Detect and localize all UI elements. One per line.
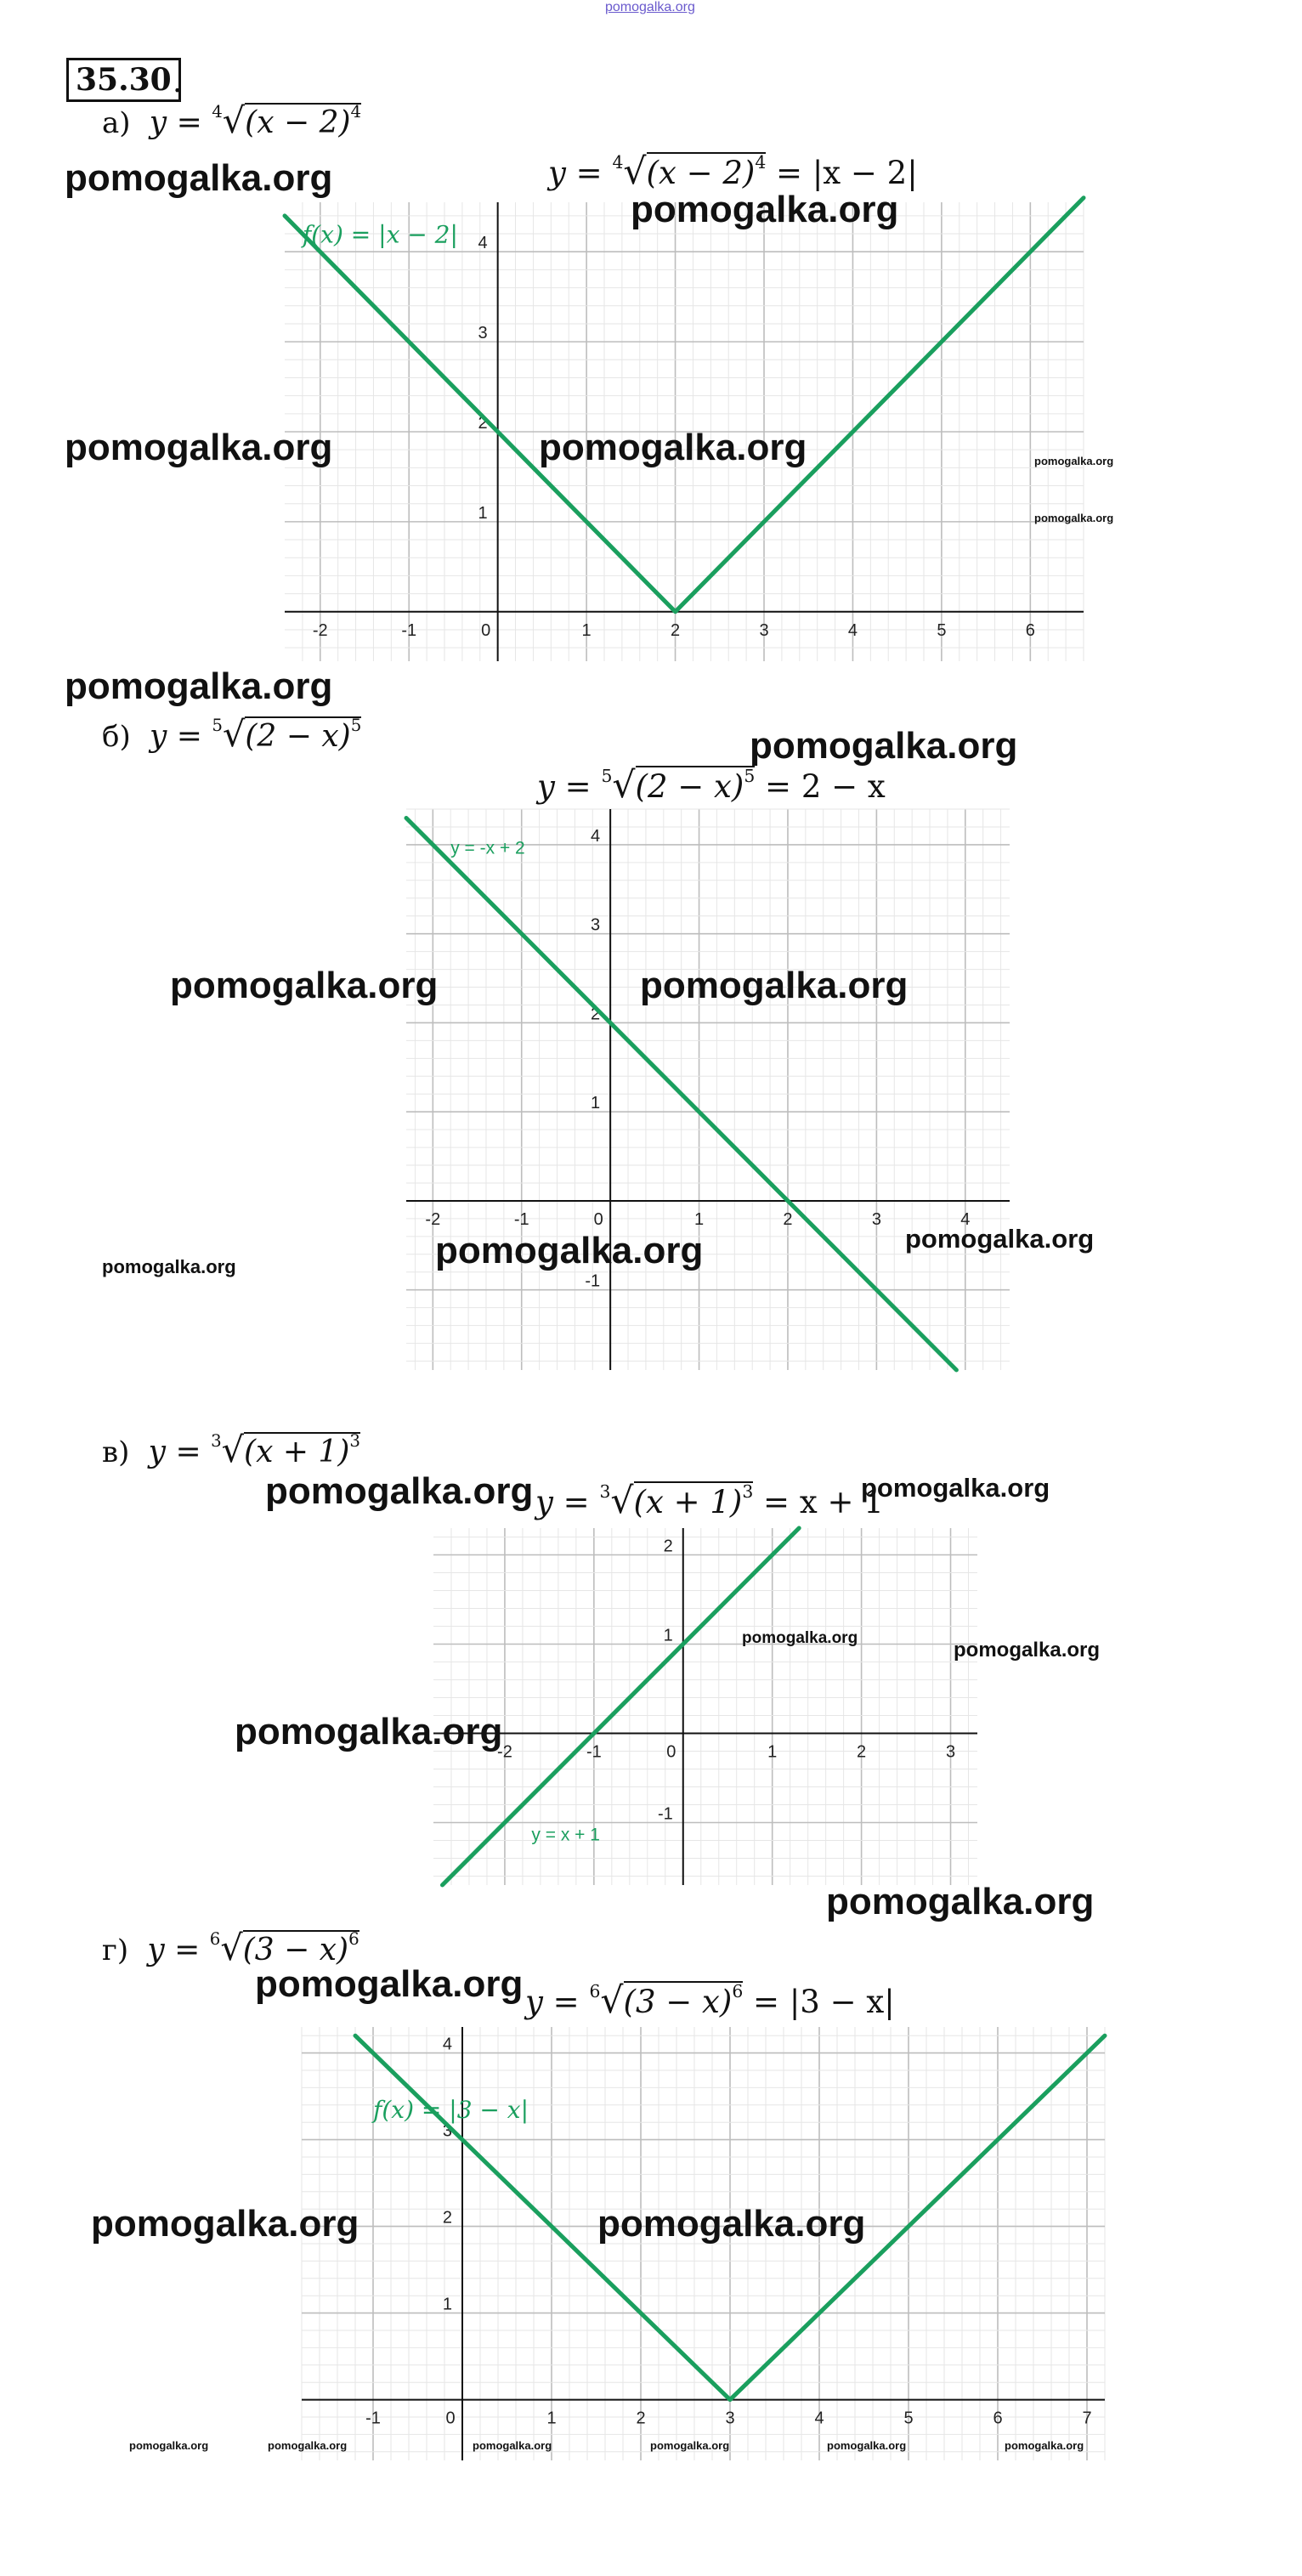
watermark: pomogalka.org [1005,2439,1084,2452]
part-a-simplified-equation: $y = ^4√(x - 2)^4 = |x - 2|$ [548,151,918,193]
watermark: pomogalka.org [827,2439,907,2452]
part-b-sub-power: 5 [744,765,756,786]
part-d-sub-expr: (3 − x) [623,1984,733,2020]
series-legend: y = x + 1 [531,1825,600,1845]
x-tick-label: 1 [546,2409,557,2428]
watermark: pomogalka.org [435,1230,704,1271]
site-header-link[interactable]: pomogalka.org [605,0,695,14]
part-d-sub-root-index: 6 [589,1980,601,2001]
chart-b [406,809,1010,1370]
part-a-sub-power: 4 [755,151,767,173]
y-tick-label: 1 [663,1626,673,1645]
part-d-root-index: 6 [209,1929,221,1950]
y-tick-label: -1 [657,1804,673,1824]
x-tick-label: 0 [481,620,491,640]
watermark: pomogalka.org [473,2439,552,2452]
part-b-sub-result: 2 − x [801,768,886,805]
part-b-heading [102,714,361,755]
part-d-expr: (3 − x) [242,1933,349,1967]
watermark: pomogalka.org [265,1470,534,1512]
part-c-label: в) [102,1435,130,1469]
x-tick-label: 4 [847,620,858,640]
part-a-equation: $y = ^4√(x - 2)^4$ [139,100,362,141]
watermark: pomogalka.org [268,2439,348,2452]
series-legend: y = -x + 2 [450,838,525,858]
x-tick-label: -2 [497,1742,512,1762]
part-a-root-index: 4 [212,102,223,122]
x-tick-label: 2 [636,2409,646,2428]
watermark: pomogalka.org [1034,455,1114,467]
x-tick-label: 2 [857,1742,867,1762]
part-d-equation: $y = ^6√(3 - x)^6$ [137,1928,359,1968]
watermark: pomogalka.org [65,157,333,199]
x-tick-label: 6 [993,2409,1003,2428]
part-a-expr: (x − 2) [245,105,351,140]
part-b-equation: $y = ^5√(2 - x)^5$ [139,714,362,755]
x-tick-label: 1 [767,1742,778,1762]
y-tick-label: 1 [442,2295,452,2314]
x-tick-label: 3 [871,1209,881,1229]
watermark: pomogalka.org [954,1639,1101,1662]
watermark: pomogalka.org [91,2203,359,2245]
y-tick-label: 3 [442,2121,452,2141]
watermark: pomogalka.org [65,665,333,707]
x-tick-label: 0 [445,2409,456,2428]
x-tick-label: 2 [783,1209,793,1229]
x-tick-label: 4 [814,2409,824,2428]
x-tick-label: 0 [593,1209,603,1229]
x-tick-label: 6 [1025,620,1035,640]
chart-c [433,1528,977,1885]
part-c-power: 3 [349,1431,360,1452]
x-tick-label: 0 [666,1742,676,1762]
y-tick-label: 4 [478,234,488,253]
watermark: pomogalka.org [65,427,333,468]
y-tick-label: 3 [478,324,488,343]
series-line [285,198,1084,612]
part-b-sub-expr: (2 − x) [635,768,744,805]
watermark: pomogalka.org [235,1711,503,1752]
problem-number-dot: . [173,65,183,99]
watermark: pomogalka.org [129,2439,209,2452]
watermark: pomogalka.org [170,965,439,1006]
x-tick-label: -1 [365,2409,381,2428]
part-a-sub-result: |x − 2| [812,155,918,191]
x-tick-label: 1 [581,620,592,640]
part-b-root-index: 5 [212,716,223,736]
problem-number: 35.30 [66,58,181,102]
series-legend: f(x) = |3 − x| [373,2096,529,2125]
watermark: pomogalka.org [826,1881,1095,1922]
y-tick-label: -1 [585,1271,601,1291]
part-d-sub-power: 6 [732,1980,744,2001]
x-tick-label: 7 [1082,2409,1092,2428]
part-a-sub-expr: (x − 2) [646,155,756,191]
part-c-heading [102,1430,360,1470]
watermark: pomogalka.org [631,189,899,230]
part-a-power: 4 [350,102,362,122]
watermark: pomogalka.org [861,1473,1050,1503]
part-b-power: 5 [350,716,362,736]
part-c-simplified-equation: $y = ^3√(x + 1)^3 = x + 1$ [535,1480,884,1522]
part-c-sub-root-index: 3 [599,1480,611,1502]
watermark: pomogalka.org [750,725,1018,767]
part-d-simplified-equation: $y = ^6√(3 - x)^6 = |3 - x|$ [525,1980,895,2022]
part-c-sub-result: x + 1 [799,1484,884,1520]
part-b-sub-root-index: 5 [601,765,613,786]
watermark: pomogalka.org [742,1629,858,1647]
x-tick-label: 3 [945,1742,956,1762]
part-a-label: а) [102,106,131,140]
part-a-sub-root-index: 4 [612,151,624,173]
x-tick-label: 3 [725,2409,735,2428]
watermark: pomogalka.org [650,2439,730,2452]
part-b-expr: (2 − x) [245,719,351,754]
part-a-heading [102,100,361,141]
watermark: pomogalka.org [1034,512,1114,524]
x-tick-label: -1 [586,1742,602,1762]
y-tick-label: 4 [591,826,601,846]
part-b-simplified-equation: $y = ^5√(2 - x)^5 = 2 - x$ [537,765,886,807]
part-d-heading [102,1928,359,1968]
watermark: pomogalka.org [597,2203,866,2245]
x-tick-label: 4 [960,1209,971,1229]
x-tick-label: 2 [670,620,681,640]
x-tick-label: 3 [759,620,769,640]
y-tick-label: 3 [591,915,601,935]
x-tick-label: -2 [425,1209,441,1229]
x-tick-label: 5 [903,2409,914,2428]
x-tick-label: -1 [401,620,417,640]
y-tick-label: 2 [663,1537,673,1556]
watermark: pomogalka.org [539,427,807,468]
series-line [443,1528,800,1885]
y-tick-label: 2 [442,2208,452,2228]
part-c-equation: $y = ^3√(x + 1)^3$ [139,1430,360,1470]
part-d-label: г) [102,1933,129,1967]
part-c-sub-expr: (x + 1) [633,1484,743,1520]
watermark: pomogalka.org [640,965,909,1006]
y-tick-label: 4 [442,2035,452,2054]
series-legend: f(x) = |x − 2| [302,220,458,249]
part-d-power: 6 [348,1929,359,1950]
y-tick-label: 1 [591,1094,601,1113]
watermark: pomogalka.org [905,1224,1095,1254]
part-b-label: б) [102,720,131,754]
x-tick-label: -1 [513,1209,529,1229]
y-tick-label: 1 [478,503,488,523]
y-tick-label: 2 [591,1005,601,1024]
watermark: pomogalka.org [102,1256,236,1277]
part-c-root-index: 3 [211,1431,222,1452]
x-tick-label: 5 [937,620,947,640]
x-tick-label: -2 [312,620,328,640]
part-d-sub-result: |3 − x| [789,1984,895,2020]
part-c-expr: (x + 1) [244,1435,350,1469]
part-c-sub-power: 3 [742,1480,754,1502]
watermark: pomogalka.org [255,1963,524,2005]
x-tick-label: 1 [693,1209,705,1229]
y-tick-label: 2 [478,414,488,433]
